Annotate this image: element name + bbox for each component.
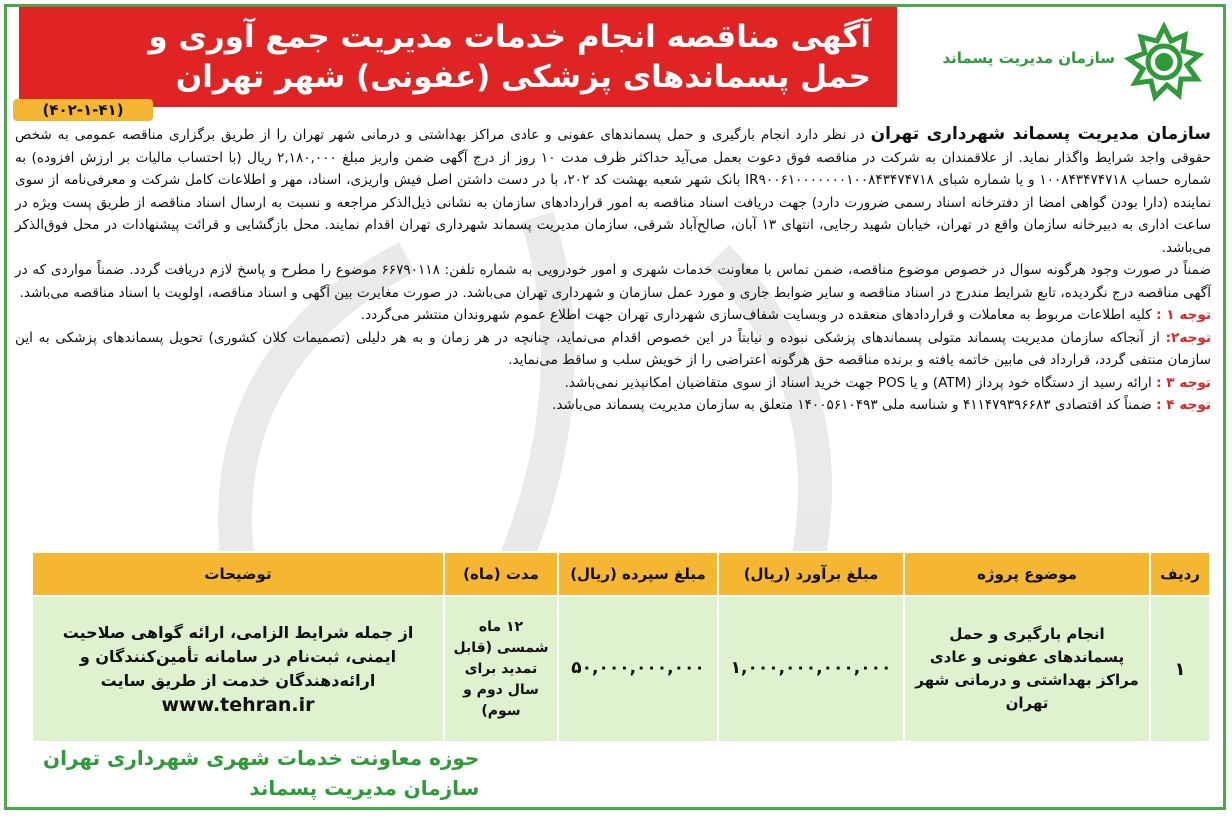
cell-description (32, 596, 444, 742)
advertisement-frame (4, 4, 1226, 810)
main-paragraph (15, 123, 1211, 259)
table-header-row (32, 552, 1210, 596)
header-description: توضیحات (32, 552, 444, 596)
table-row (32, 596, 1210, 742)
cell-duration: ۱۲ ماه شمسی (قابل تمدید برای سال دوم و سوم) (444, 596, 558, 742)
note-3 (15, 372, 1211, 395)
footer-line-1: حوزه معاونت خدمات شهری شهرداری تهران (43, 746, 480, 770)
note-1 (15, 304, 1211, 327)
note-text: از آنجاکه سازمان مدیریت پسماند متولی پسماندهای پزشکی نبوده و نیابتاً در این خصوص اقدام می‌نماید، چنانچه در هر زمان و به هر دلیلی (تصمیمات کلان کشوری) تحویل پسماندهای پزشکی به این سازمان منتفی گردد، قرارداد فی مابین خاتمه یافته و برنده مناقصه حق هرگونه اعتراضی را از خویش سلب و ساقط می‌نماید. (15, 329, 1211, 368)
note-text: ضمناً کد اقتصادی ۴۱۱۴۷۹۳۹۶۶۸۳ و شناسه ملی ۱۴۰۰۵۶۱۰۴۹۳ متعلق به سازمان مدیریت پسماند می‌باشد. (552, 397, 1152, 413)
footer-line-2: سازمان مدیریت پسماند (249, 776, 480, 800)
header-duration: مدت (ماه) (444, 552, 558, 596)
description-text: از جمله شرایط الزامی، ارائه گواهی صلاحیت ایمنی، ثبت‌نام در سامانه تأمین‌کنندگان و ارائه‌دهندگان خدمت از طریق سایت (62, 622, 414, 690)
paragraph-1: در نظر دارد انجام بارگیری و حمل پسماندهای عفونی و عادی مراکز بهداشتی و درمانی شهر تهران را از طریق برگزاری مناقصه عمومی به شخص حقوقی واجد شرایط واگذار نماید. از علاقمندان به شرکت در مناقصه فوق دعوت بعمل می‌آید حداکثر ظرف مدت ۱۰ روز از درج آگهی ضمن واریز مبلغ ۲,۱۸۰,۰۰۰ ریال (با احتساب مالیات بر ارزش افزوده) به شماره حساب ۱۰۰۸۴۳۴۷۴۷۱۸ و یا شماره شبای IR۹۰۰۶۱۰۰۰۰۰۰۰۱۰۰۸۴۳۴۷۴۷۱۸ بانک شهر شعبه بهشت کد ۲۰۲، با در دست داشتن اصل فیش واریزی، اسناد، مهر و اطلاعات کامل شرکت و معرفی‌نامه از سوی نماینده (دارا بودن گواهی امضا از دفترخانه اسناد رسمی ضرورت دارد) جهت دریافت اسناد مناقصه به امور قراردادهای سازمان به نشانی ذیل‌الذکر مراجعه و نسبت به ارسال اسناد مناقصه از طریق پست ویژه در ساعت اداری به دبیرخانه سازمان واقع در تهران، خیابان شهید رجایی، انتهای ۱۳ آبان، صالح‌آباد شرقی، سازمان مدیریت پسماند شهرداری تهران اقدام نمایند. محل بازگشایی و قرائت پیشنهادات در محل فوق‌الذکر می‌باشد. (15, 127, 1212, 256)
note-text: کلیه اطلاعات مربوط به معاملات و قراردادهای منعقده در وبسایت شفاف‌سازی شهرداری تهران جهت اطلاع عموم شهروندان منتشر می‌گردد. (360, 307, 1152, 323)
note-2 (15, 327, 1211, 372)
title-line-1: آگهی مناقصه انجام خدمات مدیریت جمع آوری و (148, 19, 871, 55)
org-logo-label: سازمان مدیریت پسماند (942, 49, 1115, 67)
note-label: توجه ۳ : (1156, 374, 1211, 391)
note-4 (15, 394, 1211, 417)
announcement-body (15, 123, 1211, 417)
paragraph-2: ضمناً در صورت وجود هرگونه سوال در خصوص موضوع مناقصه، ضمن تماس با معاونت خدمات شهری و امور خودرویی به شماره تلفن: ۶۶۷۹۰۱۱۸ موضوع را مطرح و پاسخ لازم دریافت گردد. ضمناً مواردی که در آگهی مناقصه درج نگردیده، تابع شرایط مندرج در اسناد مناقصه و سایر ضوابط جاری و مورد عمل سازمان و شهرداری تهران می‌باشد. در صورت مغایرت بین آگهی و اسناد مناقصه، اولویت با اسناد مناقصه می‌باشد. (15, 262, 1211, 301)
website-link[interactable]: www.tehran.ir (161, 693, 315, 716)
cell-deposit (558, 596, 718, 742)
deposit-amount: ۵۰,۰۰۰,۰۰۰,۰۰۰ (571, 658, 705, 678)
cell-subject: انجام بارگیری و حمل پسماندهای عفونی و عادی مراکز بهداشتی و درمانی شهر تهران (904, 596, 1150, 742)
note-label: توجه ۴ : (1156, 397, 1211, 413)
cell-row-number: ۱ (1150, 596, 1210, 742)
note-label: توجه۲: (1165, 329, 1211, 346)
title-line-2: حمل پسماندهای پزشکی (عفونی) شهر تهران (175, 59, 871, 95)
header-subject: موضوع پروژه (904, 552, 1150, 596)
tender-table (31, 551, 1211, 743)
tender-code-badge: (۴۰۲-۱-۴۱) (13, 99, 153, 121)
note-label: توجه ۱ : (1156, 307, 1211, 323)
org-name-lead: سازمان مدیریت پسماند شهرداری تهران (870, 124, 1212, 144)
header-deposit: مبلغ سپرده (ریال) (558, 552, 718, 596)
header-estimate: مبلغ برآورد (ریال) (718, 552, 904, 596)
estimate-amount: ۱,۰۰۰,۰۰۰,۰۰۰,۰۰۰ (730, 658, 892, 678)
title-banner (19, 7, 897, 107)
note-text: ارائه رسید از دستگاه خود پرداز (ATM) و یا POS جهت خرید اسناد از سوی متقاضیان امکانپذیر نمی‌باشد. (564, 374, 1152, 391)
footer-signature (43, 743, 479, 803)
header-row-number: ردیف (1150, 552, 1210, 596)
cell-estimate (718, 596, 904, 742)
municipality-logo-icon (1123, 21, 1205, 103)
